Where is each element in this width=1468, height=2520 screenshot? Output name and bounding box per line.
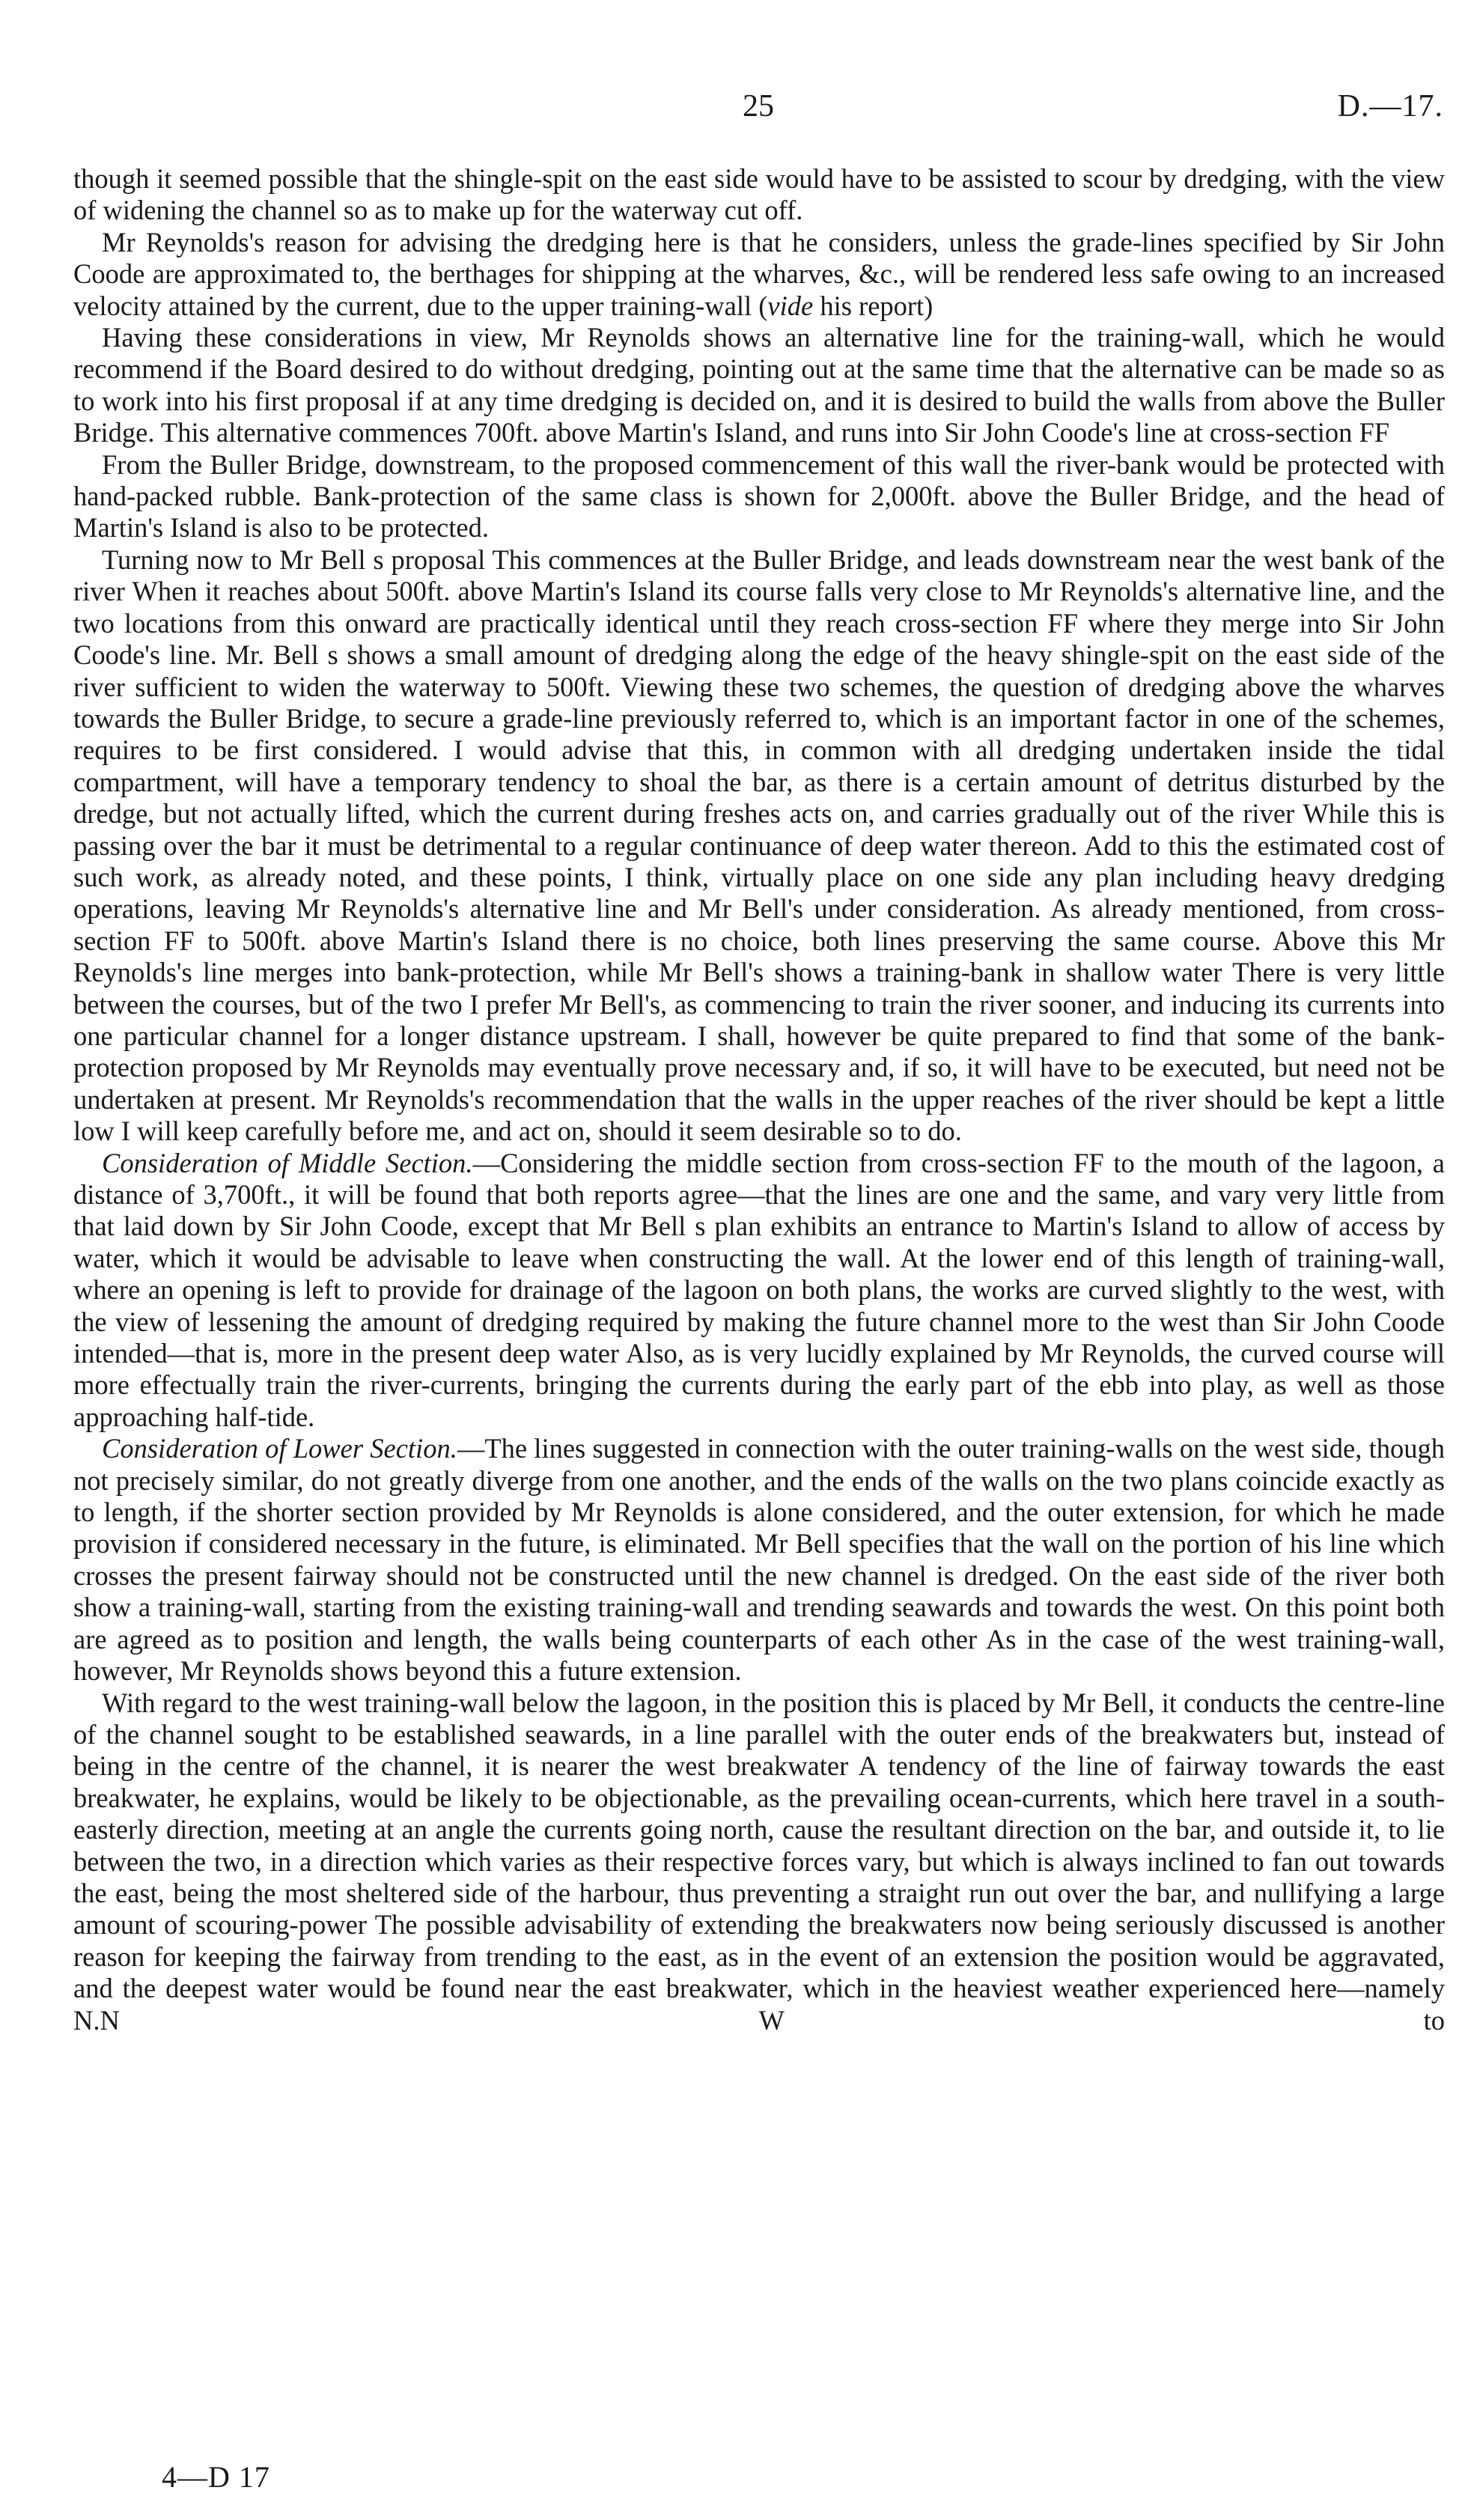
paragraph-text: Mr Reynolds's reason for advising the dredging here is that he considers, unless the grade-lines specified by Sir John Coode are approximated to, the berthages for shipping at the wharves, &c., will be rendered less safe owing to an increased velocity attained by the current, due to the upper training-wall ( <box>73 226 1445 321</box>
paragraph-text: —Considering the middle section from cross-section FF to the mouth of the lagoon, a distance of 3,700ft., it will be found that both reports agree—that the lines are one and the same, and vary very little from that laid down by Sir John Coode, except that Mr Bell s plan exhibits an entrance to Martin's Island to allow of access by water, which it would be advisable to leave when constructing the wall. At the lower end of this length of training-wall, where an opening is left to provide for drainage of the lagoon on both plans, the works are curved slightly to the west, with the view of lessening the amount of dredging required by making the future channel more to the west than Sir John Coode intended—that is, more in the present deep water Also, as is very lucidly explained by Mr Reynolds, the curved course will more effectually train the river-currents, bringing the currents during the early part of the ebb into play, as well as those approaching half-tide. <box>73 1147 1446 1432</box>
paragraph-text: his report) <box>813 290 934 321</box>
paragraph <box>73 227 1445 322</box>
paragraph-text: With regard to the west training-wall below the lagoon, in the position this is placed by Mr Bell, it conducts the centre-line of the channel sought to be established seawards, in a line parallel with the outer ends of the breakwaters but, instead of being in the centre of the channel, it is nearer the west breakwater A tendency of the line of fairway towards the east breakwater, he explains, would be likely to be objectionable, as the prevailing ocean-currents, which here travel in a south-easterly direction, meeting at an angle the currents going north, cause the resultant direction on the bar, and outside it, to lie between the two, in a direction which varies as their respective forces vary, but which is always inclined to fan out towards the east, being the most sheltered side of the harbour, thus preventing a straight run out over the bar, and nullifying a large amount of scouring-power The possible advisability of extending the breakwaters now being seriously discussed is another reason for keeping the fairway from trending to the east, as in the event of an extension the position would be aggravated, and the deepest water would be found near the east breakwater, which in the heaviest weather experienced here—namely N.N W to <box>73 1687 1445 2036</box>
paragraph <box>73 163 1445 227</box>
paragraph-text: though it seemed possible that the shingle-spit on the east side would have to be assisted to scour by dredging, with the view of widening the channel so as to make up for the waterway cut off. <box>73 163 1445 226</box>
footer-signature-mark: 4—D 17 <box>162 2460 270 2494</box>
paragraph <box>73 1687 1445 2036</box>
paragraph <box>73 322 1445 449</box>
paragraph-text: From the Buller Bridge, downstream, to the proposed commencement of this wall the river-bank would be protected with hand-packed rubble. Bank-protection of the same class is shown for 2,000ft. above the Buller Bridge, and the head of Martin's Island is also to be protected. <box>73 448 1445 544</box>
italic-text: Consideration of Middle Section. <box>102 1147 473 1178</box>
paragraph <box>73 1433 1445 1687</box>
italic-text: vide <box>767 290 814 321</box>
paragraph <box>73 449 1445 544</box>
paragraph-text: —The lines suggested in connection with the outer training-walls on the west side, though not precisely similar, do not greatly diverge from one another, and the ends of the walls on the two plans coincide exactly as to length, if the shorter section provided by Mr Reynolds is alone considered, and the outer extension, for which he made provision if considered necessary in the future, is eliminated. Mr Bell specifies that the wall on the portion of his line which crosses the present fairway should not be constructed until the new channel is dredged. On the east side of the river both show a training-wall, starting from the existing training-wall and trending seawards and towards the west. On this point both are agreed as to position and length, the walls being counterparts of each other As in the case of the west training-wall, however, Mr Reynolds shows beyond this a future extension. <box>73 1433 1446 1687</box>
page-header <box>73 88 1443 126</box>
page-number: 25 <box>743 89 774 124</box>
paragraph-text: Turning now to Mr Bell s proposal This commences at the Buller Bridge, and leads downstream near the west bank of the river When it reaches about 500ft. above Martin's Island its course falls very close to Mr Reynolds's alternative line, and the two locations from this onward are practically identical until they reach cross-section FF where they merge into Sir John Coode's line. Mr. Bell s shows a small amount of dredging along the edge of the heavy shingle-spit on the east side of the river sufficient to widen the waterway to 500ft. Viewing these two schemes, the question of dredging above the wharves towards the Buller Bridge, to secure a grade-line previously referred to, which is an important factor in one of the schemes, requires to be first considered. I would advise that this, in common with all dredging undertaken inside the tidal compartment, will have a temporary tendency to shoal the bar, as there is a certain amount of detritus disturbed by the dredge, but not actually lifted, which the current during freshes acts on, and carries gradually out of the river While this is passing over the bar it must be detrimental to a regular continuance of deep water thereon. Add to this the estimated cost of such work, as already noted, and these points, I think, virtually place on one side any plan including heavy dredging operations, leaving Mr Reynolds's alternative line and Mr Bell's under consideration. As already mentioned, from cross-section FF to 500ft. above Martin's Island there is no choice, both lines preserving the same course. Above this Mr Reynolds's line merges into bank-protection, while Mr Bell's shows a training-bank in shallow water There is very little between the courses, but of the two I prefer Mr Bell's, as commencing to train the river sooner, and inducing its currents into one particular channel for a longer distance upstream. I shall, however be quite prepared to find that some of the bank-protection proposed by Mr Reynolds may eventually prove necessary and, if so, it will have to be executed, but need not be undertaken at present. Mr Reynolds's recommendation that the walls in the upper reaches of the river should be kept a little low I will keep carefully before me, and act on, should it seem desirable so to do. <box>73 544 1445 1147</box>
paragraph <box>73 544 1445 1148</box>
document-body <box>73 163 1445 2036</box>
document-reference: D.—17. <box>1337 89 1443 124</box>
paragraph <box>73 1148 1445 1434</box>
italic-text: Consideration of Lower Section. <box>102 1433 457 1464</box>
paragraph-text: Having these considerations in view, Mr Reynolds shows an alternative line for the training-wall, which he would recommend if the Board desired to do without dredging, pointing out at the same time that the alternative can be made so as to work into his first proposal if at any time dredging is decided on, and it is desired to build the walls from above the Buller Bridge. This alternative commences 700ft. above Martin's Island, and runs into Sir John Coode's line at cross-section FF <box>73 322 1445 448</box>
